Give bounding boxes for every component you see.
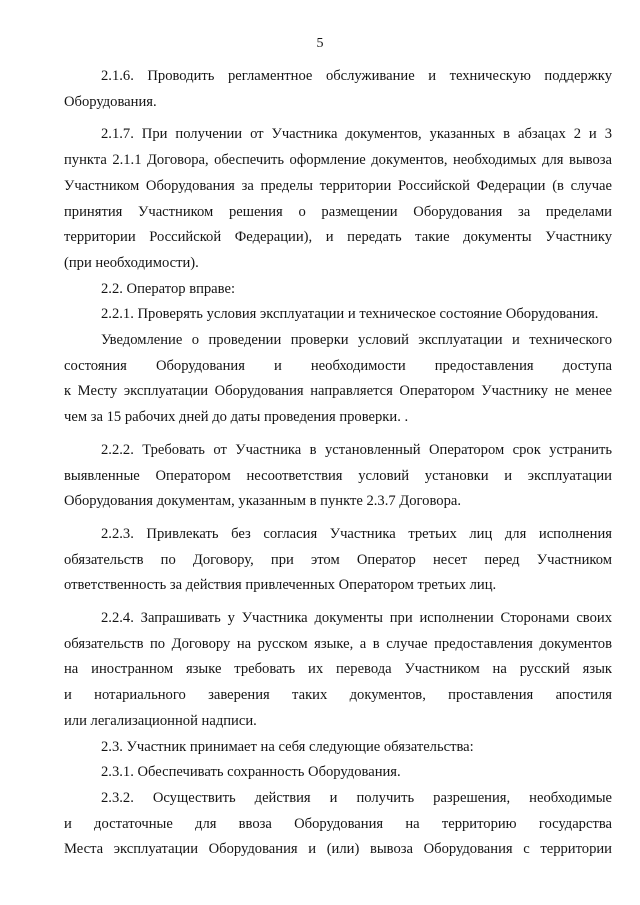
paragraph-2-2-4 <box>64 606 612 735</box>
text-line: Участником Оборудования за пределы территории Российской Федерации (в случае <box>64 177 612 194</box>
text-line: к Месту эксплуатации Оборудования направляется Оператором Участнику не менее <box>64 383 612 400</box>
paragraph-2-2-2 <box>64 438 612 515</box>
paragraph-2-1-6 <box>64 64 612 115</box>
text-line: 2.3.2. Осуществить действия и получить разрешения, необходимые <box>101 789 612 806</box>
text-line: 2.3. Участник принимает на себя следующие обязательства: <box>101 738 474 755</box>
text-line: состояния Оборудования и необходимости предоставления доступа <box>64 357 612 374</box>
document-body <box>64 64 612 863</box>
page-number: 5 <box>316 36 324 51</box>
text-line: 2.3.1. Обеспечивать сохранность Оборудования. <box>101 764 401 781</box>
paragraph-2-3 <box>64 735 612 761</box>
text-line: выявленные Оператором несоответствия условий установки и эксплуатации <box>64 467 612 484</box>
text-line: Оборудования документам, указанным в пункте 2.3.7 Договора. <box>64 493 461 510</box>
text-line: 2.1.7. При получении от Участника документов, указанных в абзацах 2 и 3 <box>101 126 612 143</box>
paragraph-2-2-1-notice <box>64 328 612 431</box>
paragraph-2-3-1 <box>64 760 612 786</box>
paragraph-2-2-3 <box>64 522 612 599</box>
text-line: Места эксплуатации Оборудования и (или) вывоза Оборудования с территории <box>64 841 612 858</box>
text-line: 2.2.2. Требовать от Участника в установленный Оператором срок устранить <box>101 441 612 458</box>
text-line: Уведомление о проведении проверки условий эксплуатации и технического <box>101 332 612 349</box>
text-line: обязательств по Договору, при этом Оператор несет перед Участником <box>64 551 612 568</box>
text-line: 2.2.4. Запрашивать у Участника документы при исполнении Сторонами своих <box>101 610 612 627</box>
text-line: на иностранном языке требовать их перевода Участником на русский язык <box>64 661 612 678</box>
text-line: принятия Участником решения о размещении Оборудования за пределами <box>64 203 612 220</box>
paragraph-2-2 <box>64 277 612 303</box>
text-line: 2.2.1. Проверять условия эксплуатации и техническое состояние Оборудования. <box>101 306 599 323</box>
text-line: и достаточные для ввоза Оборудования на территорию государства <box>64 815 612 832</box>
text-line: или легализационной надписи. <box>64 712 257 729</box>
text-line: и нотариального заверения таких документов, проставления апостиля <box>64 687 612 704</box>
text-line: пункта 2.1.1 Договора, обеспечить оформление документов, необходимых для вывоза <box>64 152 612 169</box>
text-line: 2.2.3. Привлекать без согласия Участника третьих лиц для исполнения <box>101 525 612 542</box>
paragraph-2-3-2 <box>64 786 612 863</box>
text-line: Оборудования. <box>64 93 157 110</box>
paragraph-2-2-1 <box>64 302 612 328</box>
text-line: 2.2. Оператор вправе: <box>101 280 236 297</box>
paragraph-2-1-7 <box>64 122 612 276</box>
text-line: 2.1.6. Проводить регламентное обслуживание и техническую поддержку <box>101 68 612 84</box>
text-line: территории Российской Федерации), и передать такие документы Участнику <box>64 229 612 246</box>
text-line: чем за 15 рабочих дней до даты проведения проверки. . <box>64 409 409 426</box>
text-line: обязательств по Договору на русском языке, а в случае предоставления документов <box>64 635 612 652</box>
text-line: (при необходимости). <box>64 254 199 271</box>
text-line: ответственность за действия привлеченных Оператором третьих лиц. <box>64 577 497 594</box>
